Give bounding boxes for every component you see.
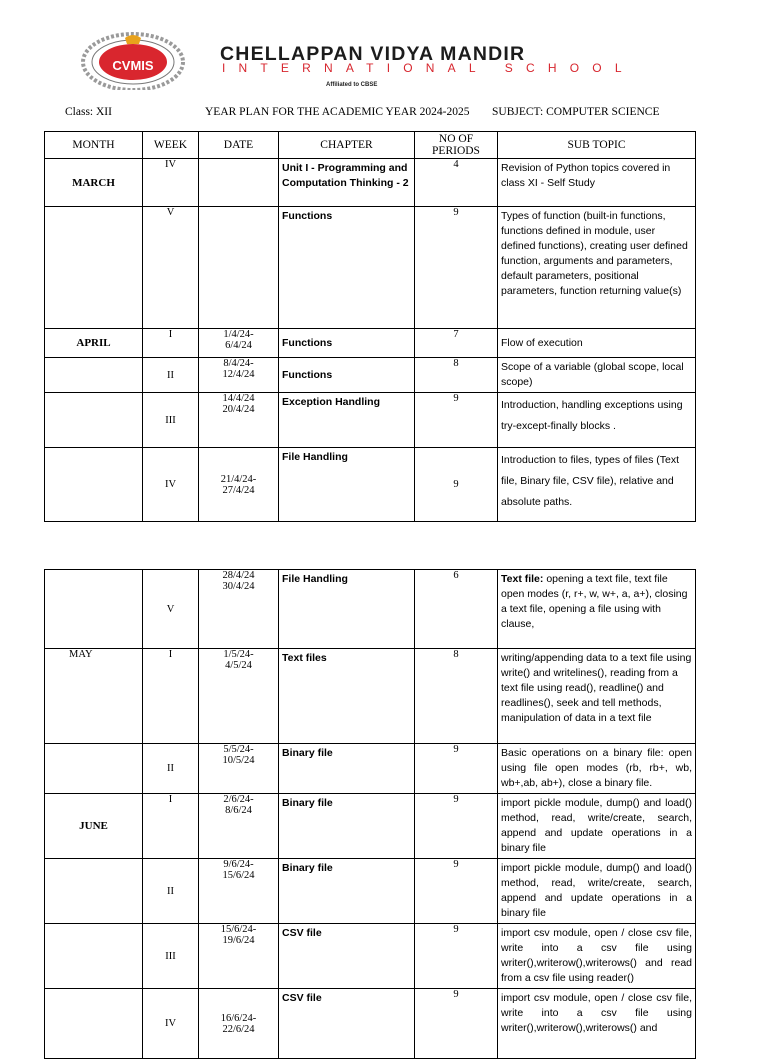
chapter-cell: Binary file	[279, 794, 415, 859]
date-start: 1/4/24-	[223, 329, 254, 340]
chapter-cell: Unit I - Programming and Computation Thinking - 2	[279, 159, 415, 207]
year-plan-table-1	[44, 131, 696, 522]
chapter-cell: CSV file	[279, 924, 415, 989]
week-cell: III	[143, 924, 199, 989]
periods-cell: 7	[415, 329, 498, 358]
week-cell: IV	[143, 989, 199, 1059]
table-row	[45, 744, 696, 794]
date-cell	[199, 329, 279, 358]
periods-cell: 4	[415, 159, 498, 207]
table-row	[45, 924, 696, 989]
periods-cell: 6	[415, 570, 498, 649]
chapter-cell: Binary file	[279, 859, 415, 924]
date-cell	[199, 924, 279, 989]
month-cell	[45, 924, 143, 989]
periods-cell: 9	[415, 924, 498, 989]
table-row	[45, 393, 696, 448]
week-cell: III	[143, 393, 199, 448]
date-end: 10/5/24	[222, 755, 255, 766]
subtopic-cell	[498, 570, 696, 649]
week-cell: II	[143, 859, 199, 924]
date-end: 4/5/24	[225, 660, 252, 671]
subtopic-cell: Introduction to files, types of files (Text file, Binary file, CSV file), relative and absolute paths.	[498, 448, 696, 522]
table-row	[45, 159, 696, 207]
chapter-cell: Functions	[279, 207, 415, 329]
date-end: 22/6/24	[222, 1023, 255, 1035]
subtopic-cell: Scope of a variable (global scope, local scope)	[498, 358, 696, 393]
date-cell	[199, 859, 279, 924]
date-end: 15/6/24	[222, 870, 255, 881]
year-plan-table-2	[44, 569, 696, 1059]
periods-cell: 9	[415, 448, 498, 522]
date-cell	[199, 794, 279, 859]
chapter-cell: Text files	[279, 649, 415, 744]
date-start: 9/6/24-	[223, 859, 254, 870]
date-start: 1/5/24-	[223, 649, 254, 660]
week-cell: IV	[143, 159, 199, 207]
periods-cell: 9	[415, 207, 498, 329]
subtopic-cell: import pickle module, dump() and load() method, read, write/create, search, append and update operations in a binary file	[498, 859, 696, 924]
table-header-row	[45, 132, 696, 159]
month-cell	[45, 744, 143, 794]
date-end: 27/4/24	[222, 484, 255, 496]
col-chapter: CHAPTER	[279, 132, 415, 159]
chapter-cell: Functions	[279, 329, 415, 358]
date-start: 15/6/24-	[220, 924, 257, 935]
month-cell	[45, 393, 143, 448]
week-cell: I	[143, 649, 199, 744]
date-cell	[199, 393, 279, 448]
subtopic-cell: import csv module, open / close csv file, write into a csv file using writer(),writerow(),writerows() and read from a csv file using reader()	[498, 924, 696, 989]
table-row	[45, 358, 696, 393]
col-month: MONTH	[45, 132, 143, 159]
month-cell	[45, 570, 143, 649]
plan-title: YEAR PLAN FOR THE ACADEMIC YEAR 2024-2025	[205, 106, 470, 118]
school-subtitle: INTERNATIONAL SCHOOL	[222, 61, 635, 75]
subtopic-cell: Revision of Python topics covered in class XI - Self Study	[498, 159, 696, 207]
chapter-cell: File Handling	[279, 448, 415, 522]
chapter-cell: Binary file	[279, 744, 415, 794]
table-row	[45, 207, 696, 329]
periods-cell: 8	[415, 358, 498, 393]
col-periods: NO OF PERIODS	[415, 132, 498, 159]
affiliation-text: Affiliated to CBSE	[326, 82, 378, 88]
month-cell: JUNE	[45, 794, 143, 859]
periods-cell: 9	[415, 393, 498, 448]
week-cell: I	[143, 794, 199, 859]
subtopic-cell: writing/appending data to a text file using write() and writelines(), reading from a text file using read(), readline() and readlines(), seek and tell methods, manipulation of data in a text file	[498, 649, 696, 744]
week-cell: V	[143, 570, 199, 649]
col-subtopic: SUB TOPIC	[498, 132, 696, 159]
table-row	[45, 649, 696, 744]
chapter-cell: CSV file	[279, 989, 415, 1059]
subtopic-cell: Basic operations on a binary file: open using file open modes (rb, rb+, wb, wb+,ab, ab+), close a binary file.	[498, 744, 696, 794]
periods-cell: 9	[415, 859, 498, 924]
date-start: 2/6/24-	[223, 794, 254, 805]
table-row	[45, 329, 696, 358]
table-row	[45, 794, 696, 859]
date-start: 8/4/24-	[223, 358, 254, 369]
week-cell: IV	[143, 448, 199, 522]
date-start: 16/6/24-	[220, 1012, 257, 1024]
subtopic-cell: import csv module, open / close csv file, write into a csv file using writer(),writerow(),writerows() and	[498, 989, 696, 1059]
periods-cell: 9	[415, 794, 498, 859]
chapter-cell: File Handling	[279, 570, 415, 649]
month-cell	[45, 207, 143, 329]
date-cell	[199, 207, 279, 329]
date-end: 8/6/24	[225, 805, 252, 816]
periods-cell: 9	[415, 744, 498, 794]
subtopic-cell: Types of function (built-in functions, functions defined in module, user defined functions), creating user defined function, arguments and parameters, default parameters, positional parameters, function returning value(s)	[498, 207, 696, 329]
subtopic-heading: Text file:	[501, 573, 544, 585]
table-row	[45, 448, 696, 522]
week-cell: II	[143, 358, 199, 393]
subtopic-cell: Flow of execution	[498, 329, 696, 358]
date-cell	[199, 448, 279, 522]
subtopic-cell: import pickle module, dump() and load() method, read, write/create, search, append and update operations in a binary file	[498, 794, 696, 859]
date-end: 6/4/24	[225, 340, 252, 351]
month-cell: APRIL	[45, 329, 143, 358]
date-cell	[199, 649, 279, 744]
periods-cell: 8	[415, 649, 498, 744]
date-end: 20/4/24	[222, 404, 255, 415]
date-start: 14/4/24	[222, 393, 255, 404]
month-cell: MAY	[45, 649, 143, 744]
table-row	[45, 859, 696, 924]
school-name: CHELLAPPAN VIDYA MANDIR	[220, 43, 526, 65]
date-cell	[199, 358, 279, 393]
subtopic-text: opening a text file, text file open modes (r, r+, w, w+, a, a+), closing a text file, opening a file using with clause,	[501, 573, 688, 630]
week-cell: II	[143, 744, 199, 794]
table-row	[45, 570, 696, 649]
subtopic-cell: Introduction, handling exceptions using try-except-finally blocks .	[498, 393, 696, 448]
subject-label: SUBJECT: COMPUTER SCIENCE	[492, 106, 660, 118]
date-start: 21/4/24-	[220, 473, 257, 485]
date-cell	[199, 159, 279, 207]
date-start: 5/5/24-	[223, 744, 254, 755]
month-cell	[45, 358, 143, 393]
week-cell: I	[143, 329, 199, 358]
month-cell: MARCH	[45, 159, 143, 207]
date-end: 30/4/24	[222, 581, 255, 592]
col-week: WEEK	[143, 132, 199, 159]
date-start: 28/4/24	[222, 570, 255, 581]
week-cell: V	[143, 207, 199, 329]
date-cell	[199, 744, 279, 794]
col-date: DATE	[199, 132, 279, 159]
date-cell	[199, 570, 279, 649]
periods-cell: 9	[415, 989, 498, 1059]
chapter-cell: Exception Handling	[279, 393, 415, 448]
chapter-cell: Functions	[279, 358, 415, 393]
month-cell	[45, 859, 143, 924]
date-end: 19/6/24	[222, 935, 255, 946]
svg-text:CVMIS: CVMIS	[112, 58, 154, 73]
month-cell	[45, 448, 143, 522]
date-end: 12/4/24	[222, 369, 255, 380]
school-logo	[80, 30, 186, 90]
class-label: Class: XII	[65, 106, 112, 118]
